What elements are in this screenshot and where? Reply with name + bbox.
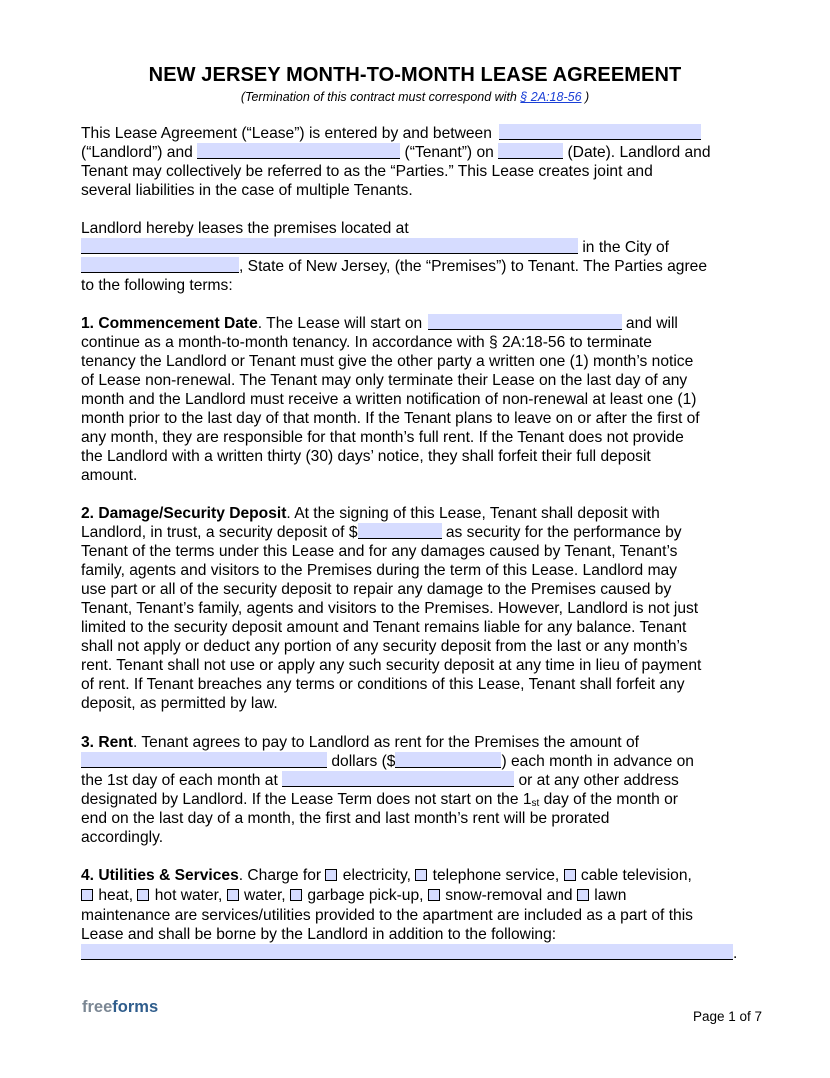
premises-text: in the City of xyxy=(582,239,670,256)
s4-text: . xyxy=(733,945,738,962)
premises-address-field[interactable] xyxy=(81,238,578,254)
hot-water-checkbox[interactable] xyxy=(137,889,149,901)
s2-line-6: Tenant, Tenant’s family, agents and visitors to the Premises. However, Landlord is not just xyxy=(81,600,699,617)
document-subtitle xyxy=(0,90,830,104)
s1-line-9: amount. xyxy=(81,467,138,484)
s4-option-label: snow-removal and xyxy=(445,887,573,904)
subtitle-suffix: ) xyxy=(581,90,590,104)
document-title: NEW JERSEY MONTH-TO-MONTH LEASE AGREEMENT xyxy=(148,64,682,86)
s2-line-8: shall not apply or deduct any portion of any security deposit from the last or any month’s xyxy=(81,638,688,655)
premises-line-2 xyxy=(81,238,669,257)
premises-line-3 xyxy=(81,257,707,276)
lawn-checkbox[interactable] xyxy=(577,889,589,901)
date-field[interactable] xyxy=(498,143,563,159)
s2-line-10: of rent. If Tenant breaches any terms or conditions of this Lease, Tenant shall forfeit any xyxy=(81,676,685,693)
s1-line-5: month and the Landlord must receive a written notification of non-renewal at least one (1) xyxy=(81,391,697,408)
s3-line-1 xyxy=(81,733,639,752)
additional-utilities-field[interactable] xyxy=(81,944,733,960)
s3-line-2 xyxy=(81,752,694,771)
s3-line-6: accordingly. xyxy=(81,829,164,846)
s2-line-3: Tenant of the terms under this Lease and for any damages caused by Tenant, Tenant’s xyxy=(81,543,678,560)
intro-text: This Lease Agreement (“Lease”) is entered by and between xyxy=(81,125,492,142)
s1-line-8: the Landlord with a written thirty (30) days’ notice, they shall forfeit their full deposit xyxy=(81,448,651,465)
s1-text: and will xyxy=(625,315,678,332)
subtitle-prefix: (Termination of this contract must correspond with xyxy=(240,90,521,104)
premises-line-4: to the following terms: xyxy=(81,277,233,294)
heat-checkbox[interactable] xyxy=(81,889,93,901)
intro-line-1 xyxy=(81,124,701,143)
s3-line-5: end on the last day of a month, the first and last month’s rent will be prorated xyxy=(81,810,610,827)
s2-line-5: use part or all of the security deposit to repair any damage to the Premises caused by xyxy=(81,581,672,598)
intro-line-3: Tenant may collectively be referred to as the “Parties.” This Lease creates joint and xyxy=(81,163,653,180)
s3-text: day of the month or xyxy=(539,791,678,808)
s3-text: . Tenant agrees to pay to Landlord as rent for the Premises the amount of xyxy=(133,734,639,751)
premises-line-1: Landlord hereby leases the premises located at xyxy=(81,220,409,237)
cable-checkbox[interactable] xyxy=(564,869,576,881)
statute-link[interactable]: § 2A:18-56 xyxy=(520,90,582,104)
s1-line-3: tenancy the Landlord or Tenant must give the other party a written one (1) month’s notice xyxy=(81,353,694,370)
s2-text: . At the signing of this Lease, Tenant shall deposit with xyxy=(286,505,660,522)
s4-line-1 xyxy=(81,866,692,885)
freeforms-logo xyxy=(82,998,158,1017)
logo-forms-text: forms xyxy=(112,998,159,1016)
s2-line-4: family, agents and visitors to the Premises during the term of this Lease. Landlord may xyxy=(81,562,678,579)
rent-address-field[interactable] xyxy=(282,771,514,787)
rent-words-field[interactable] xyxy=(81,752,327,768)
s4-option-label: heat, xyxy=(98,887,134,904)
intro-text: (“Tenant”) on xyxy=(404,144,494,161)
s2-line-7: limited to the security deposit amount and Tenant remains liable for any balance. Tenant xyxy=(81,619,687,636)
s1-heading: 1. Commencement Date xyxy=(81,315,258,332)
s4-text: . Charge for xyxy=(238,867,322,884)
s1-line-7: any month, they are responsible for that month’s full rent. If the Tenant does not provide xyxy=(81,429,684,446)
s3-text: or at any other address xyxy=(518,772,679,789)
city-field[interactable] xyxy=(81,257,239,273)
start-date-field[interactable] xyxy=(428,314,622,330)
s4-option-label: hot water, xyxy=(154,887,223,904)
s3-text: the 1st day of each month at xyxy=(81,772,278,789)
s4-option-label: garbage pick-up, xyxy=(307,887,424,904)
s4-heading: 4. Utilities & Services xyxy=(81,867,239,884)
s2-text: Landlord, in trust, a security deposit of $ xyxy=(81,524,358,541)
intro-line-2 xyxy=(81,143,711,162)
page-number: Page 1 of 7 xyxy=(693,1009,763,1024)
rent-amount-field[interactable] xyxy=(395,752,501,768)
water-checkbox[interactable] xyxy=(227,889,239,901)
s3-heading: 3. Rent xyxy=(81,734,133,751)
s1-line-2: continue as a month-to-month tenancy. In accordance with § 2A:18-56 to terminate xyxy=(81,334,652,351)
s3-text: dollars ($ xyxy=(331,753,396,770)
s4-option-label: telephone service, xyxy=(432,867,560,884)
s1-text: . The Lease will start on xyxy=(257,315,423,332)
s2-line-11: deposit, as permitted by law. xyxy=(81,695,278,712)
s3-ordinal: st xyxy=(531,798,540,809)
telephone-checkbox[interactable] xyxy=(415,869,427,881)
s4-line-5 xyxy=(81,944,737,963)
s2-text: as security for the performance by xyxy=(445,524,682,541)
intro-text: (“Landlord”) and xyxy=(81,144,193,161)
s4-line-4: Lease and shall be borne by the Landlord in addition to the following: xyxy=(81,926,557,943)
s2-line-9: rent. Tenant shall not use or apply any such security deposit at any time in lieu of payment xyxy=(81,657,702,674)
s1-line-1 xyxy=(81,314,678,333)
s2-heading: 2. Damage/Security Deposit xyxy=(81,505,287,522)
s4-line-2 xyxy=(81,886,626,905)
snow-removal-checkbox[interactable] xyxy=(428,889,440,901)
s3-text: designated by Landlord. If the Lease Term does not start on the 1 xyxy=(81,791,532,808)
s3-text: ) each month in advance on xyxy=(501,753,694,770)
garbage-checkbox[interactable] xyxy=(290,889,302,901)
s4-option-label: water, xyxy=(244,887,286,904)
s4-line-3: maintenance are services/utilities provided to the apartment are included as a part of this xyxy=(81,907,693,924)
electricity-checkbox[interactable] xyxy=(325,869,337,881)
s2-line-2 xyxy=(81,523,682,542)
tenant-name-field[interactable] xyxy=(197,143,400,159)
intro-text: (Date). Landlord and xyxy=(567,144,711,161)
s3-line-3 xyxy=(81,771,679,790)
s4-option-label: lawn xyxy=(594,887,627,904)
s1-line-4: of Lease non-renewal. The Tenant may only terminate their Lease on the last day of any xyxy=(81,372,688,389)
logo-free-text: free xyxy=(82,998,113,1016)
s1-line-6: month prior to the last day of that month. If the Tenant plans to leave on or after the first of xyxy=(81,410,700,427)
security-deposit-field[interactable] xyxy=(358,523,442,539)
s2-line-1 xyxy=(81,504,660,523)
landlord-name-field[interactable] xyxy=(499,124,701,140)
premises-text: , State of New Jersey, (the “Premises”) to Tenant. The Parties agree xyxy=(239,258,708,275)
s4-option-label: cable television, xyxy=(580,867,692,884)
intro-line-4: several liabilities in the case of multiple Tenants. xyxy=(81,182,413,199)
s4-option-label: electricity, xyxy=(342,867,411,884)
